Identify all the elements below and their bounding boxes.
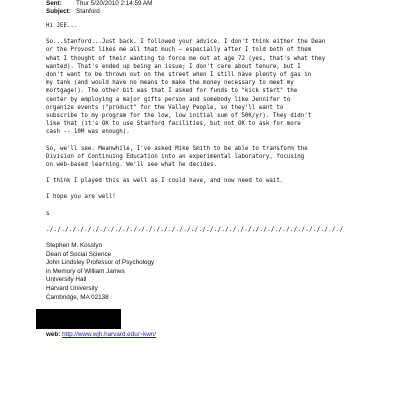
web-row [46,331,156,338]
signature-block [46,242,154,302]
body-line: cash -- 10M was enough). [46,129,130,136]
paragraph-3 [46,177,366,185]
paragraph-2 [46,145,366,170]
body-line: organize events ("product" for the Valley People, so they'll want to [46,104,284,111]
subject-row [46,8,152,16]
body-line: my tank (and would have no means to make the money necessary to meet my [46,80,294,87]
body-line: So, we'll see. Meanwhile, I've asked Mike Smith to be able to transform the [46,145,308,152]
sent-row [46,0,152,8]
body-line: like that (it's OK to use Stanford facilities, but not OK to ask for more [46,121,301,128]
body-line: wanted). That's ended up being an issue; I don't care about tenure, but I [46,63,301,70]
subject-value: Stanford [76,8,100,15]
body-line: or the Provost likes me all that much – especially after I told both of them [46,47,312,54]
body-line: I hope you are well! [46,194,116,201]
body-line: on web-based learning. We'll see what he decides. [46,162,218,169]
body-line: Division of Continuing Education into an experimental laboratory, focusing [46,153,305,160]
signature-name: Stephen M. Kosslyn [46,242,103,249]
body-line: what I thought of their wanting to force me out at age 72 (yes, that's what they [46,55,326,62]
sent-label: Sent: [46,0,62,7]
signature-title: John Lindsley Professor of Psychology [46,259,155,267]
body-line: center by employing a major gifts person and somebody like Jennifer to [46,96,291,103]
body-line: So...Stanford...Just back. I followed your advice. I don't think either the Dean [46,39,326,46]
paragraph-4 [46,193,366,201]
signature-address: Harvard University [46,284,98,292]
body-line: I think I played this as well as I could have, and now need to wait. [46,178,284,185]
sign-initial: s [46,210,50,217]
paragraph-1 [46,38,366,136]
signature-title: in Memory of William James [46,267,125,275]
signature-separator: ./././././././././././././././././././././././././././././././././././././././ [46,226,344,233]
web-link[interactable]: http://www.wjh.harvard.edu/~kwn/ [62,331,157,338]
web-label: web: [46,331,61,338]
signature-address: University Hall [46,276,87,284]
subject-label: Subject: [46,8,71,15]
body-line: subscribe to my program for the low, low initial sum of 50K/yr). They didn't [46,113,312,120]
redaction-block [36,309,121,329]
body-line: don't want to be thrown out on the street when I still have plenty of gas in [46,72,312,79]
email-header [46,0,152,16]
greeting: Hi JEE... [46,23,78,29]
signature-address: Cambridge, MA 02138 [46,293,109,301]
email-body [46,22,366,226]
signature-title: Dean of Social Science [46,250,112,258]
body-line: mortgage!). The other bit was that I asked for funds to "kick start" the [46,88,298,95]
sent-value: Thur 5/20/2010 2:14:59 AM [76,0,153,7]
